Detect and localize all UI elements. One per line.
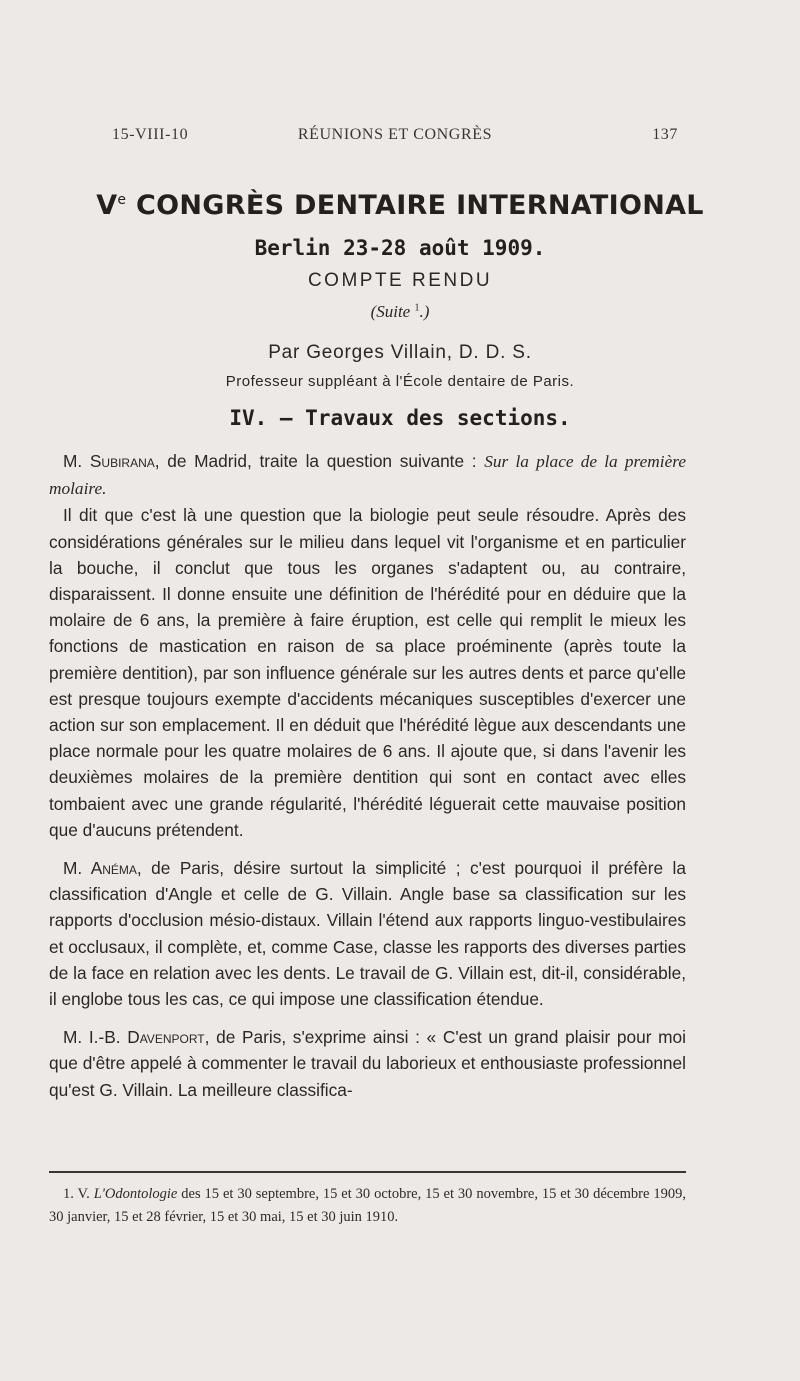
footnote-text: des 15 et 30 septembre, 15 et 30 octobre, 15 et 30 novembre, 15 et 30 décembre 1909, 30 janvier, 15 et 28 février, 15 et 30 mai, 15 et 30 juin 1910.: [49, 1186, 686, 1225]
author-line: Par Georges Villain, D. D. S.: [268, 342, 532, 363]
article-body: [49, 448, 686, 1103]
speaker-name: M. Subirana: [63, 451, 155, 471]
section-heading: IV. — Travaux des sections.: [229, 406, 571, 430]
paragraph-davenport: [49, 1024, 686, 1103]
congress-title: [60, 190, 740, 221]
paragraph-text: , de Madrid, traite la question suivante :: [154, 451, 485, 471]
speaker-name: M. I.-B. Davenport: [63, 1027, 205, 1048]
footnote-divider: [49, 1171, 686, 1173]
paragraph-text: , de Paris, s'exprime ainsi : « C'est un grand plaisir pour moi que d'être appelé à commenter le travail du laborieux et enthousiaste professionnel qu'est G. Villain. La meilleure classifica-: [49, 1027, 686, 1100]
footnote-ref: 1: [414, 302, 420, 314]
page-number: 137: [652, 126, 678, 143]
issue-date: 15-VIII-10: [112, 126, 189, 143]
suite-close: .): [419, 302, 430, 321]
speaker-name: M. Anéma: [63, 858, 137, 879]
paragraph-subirana: [49, 448, 686, 502]
journal-name: L'Odontologie: [93, 1186, 178, 1202]
section-running-title: RÉUNIONS ET CONGRÈS: [297, 126, 493, 143]
author-affiliation: Professeur suppléant à l'École dentaire de Paris.: [225, 373, 575, 390]
continuation-note: [60, 302, 740, 322]
suite-text: (Suite: [370, 302, 411, 321]
place-and-date: Berlin 23-28 août 1909.: [254, 236, 546, 260]
footnote-number: 1. V.: [63, 1186, 94, 1202]
report-label: COMPTE RENDU: [307, 270, 493, 291]
title-ordinal: V: [96, 190, 118, 221]
paragraph-heredity: Il dit que c'est là une question que la biologie peut seule résoudre. Après des considérations générales sur le milieu dans lequel vit l'organisme et en particulier la bouche, il conclut que tous les organes s'adaptent ou, au contraire, disparaissent. Il donne ensuite une définition de l'hérédité pour en déduire que la molaire de 6 ans, la première à faire éruption, est celle qui remplit le mieux les fonctions de mastication en raison de sa place proéminente (après toute la première dentition), par son influence générale sur les autres dents et parce qu'elle est presque toujours exempte d'accidents mécaniques susceptibles d'exercer une action sur son emplacement. Il en déduit que l'hérédité lègue aux descendants une place normale pour les quatre molaires de 6 ans. Il ajoute que, si dans l'avenir les deuxièmes molaires de la première dentition qui sont en contact avec elles tombaient avec une grande régularité, l'hérédité léguerait cette mauvaise position que d'aucuns prétendent.: [49, 505, 686, 840]
title-ordinal-suffix: e: [117, 192, 127, 208]
footnote: [49, 1183, 686, 1228]
paragraph-anema: [49, 855, 686, 1012]
topic-title: Sur la place de la première molaire.: [49, 452, 687, 499]
paragraph-text: , de Paris, désire surtout la simplicité ; c'est pourquoi il préfère la classification d'Angle et celle de G. Villain. Angle base sa classification sur les rapports d'occlusion mésio-distaux. Villain l'étend aux rapports linguo-vestibulaires et occlusaux, il complète, et, comme Case, classe les rapports des diverses parties de la face en relation avec les dents. Le travail de G. Villain est, dit-il, considérable, il englobe tous les cas, ce qui impose une classification étendue.: [49, 858, 686, 1010]
title-main: CONGRÈS DENTAIRE INTERNATIONAL: [136, 190, 704, 221]
